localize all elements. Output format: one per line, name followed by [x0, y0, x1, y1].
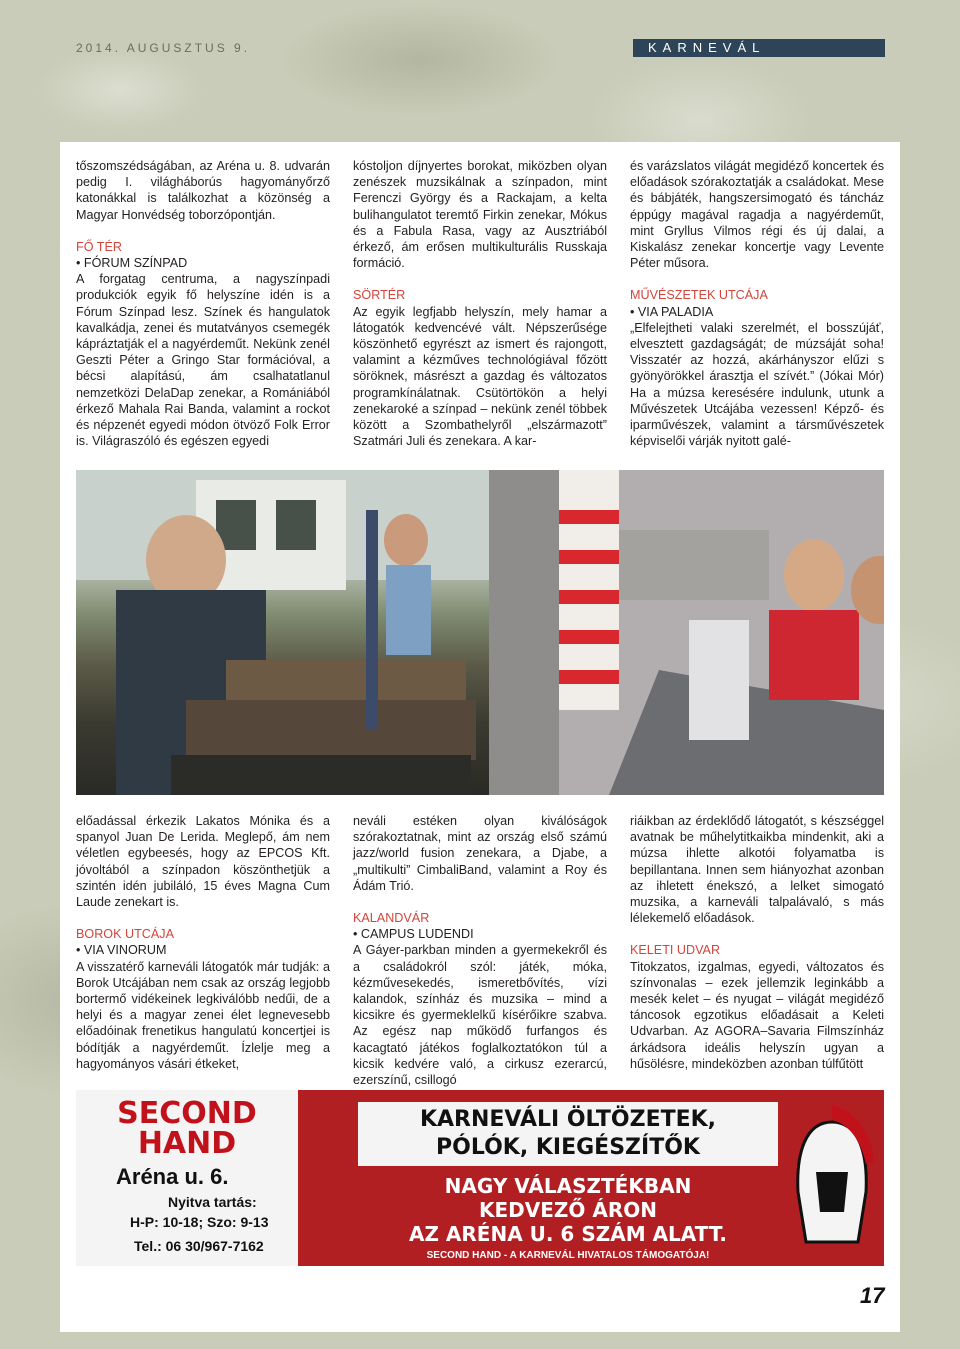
- paragraph: előadással érkezik Lakatos Mónika és a spanyol Juan De Lerida. Meglepő, ám nem véletlen egybeesés, hogy az EPCOS Kft. jóvoltából a színpadon köszönthetjük a szintén idén jubiláló, 15 éves Magna Cum Laude zenekart is.: [76, 814, 330, 910]
- paragraph: • FÓRUM SZÍNPAD: [76, 256, 188, 271]
- page-number: 17: [860, 1283, 885, 1308]
- paragraph: és varázslatos világát megidéző koncertek és előadások szórakoztatják a családokat. Mese és bábjáték, hangszersimogató és táncház éppúgy magával ragadja a nagyérdeműt, mint Gryllus Vilmos régi és új dalai, a Kiskalász zenekar koncertje vagy Levente Péter műsora.: [630, 159, 884, 271]
- photo-spectators: [489, 470, 884, 795]
- paragraph-gap: [76, 910, 330, 926]
- article-top-col2: [353, 158, 607, 449]
- paragraph-gap: [353, 271, 607, 287]
- paragraph: Titokzatos, izgalmas, egyedi, változatos és színvonalas – ezek jellemzik leginkább a mesék kelet – és nyugat – világát megidéző táncosok egzotikus előadásait a Keleti Udvarban. Az AGORA–Savaria Filmszínház árkádsora ideális helyszín ugyan a hűsölésre, mindeközben azonban túlfűtött: [630, 959, 884, 1071]
- article-bottom-col1: [76, 813, 330, 1072]
- paragraph-gap: [630, 271, 884, 287]
- paragraph-gap: [353, 894, 607, 910]
- paragraph: • VIA VINORUM: [76, 943, 167, 958]
- section-title: KARNEVÁL: [648, 40, 766, 55]
- spartan-helmet-icon: [786, 1102, 878, 1254]
- section-heading: KELETI UDVAR: [630, 943, 721, 958]
- paragraph: tőszomszédságában, az Aréna u. 8. udvarán pedig I. világháborús hagyományőrző katonákkal is találkozhat a közönség a Magyar Honvédség toborzópontján.: [76, 159, 330, 222]
- article-bottom-col2: [353, 813, 607, 1088]
- section-heading: BOROK UTCÁJA: [76, 927, 174, 942]
- section-heading: KALANDVÁR: [353, 911, 430, 926]
- ad-brand-second: SECOND: [117, 1096, 257, 1131]
- advertisement-banner: [76, 1090, 884, 1266]
- ad-headline-2: PÓLÓK, KIEGÉSZÍTŐK: [436, 1135, 700, 1160]
- ad-phone: Tel.: 06 30/967-7162: [134, 1238, 264, 1254]
- photo-food-stall-drawing: [76, 470, 489, 795]
- paragraph: kóstoljon díjnyertes borokat, miközben olyan zenészek muzsikálnak a színpadon, mint Ferenczi György és a Rackajam, a kelta bulihangulatot teremtő Firkin zenekar, Mókus és a Fabula Rasa, vagy az Ausztriából érkező, ám erősen multikulturális Russkaja formáció.: [353, 159, 607, 271]
- ad-offer-1: NAGY VÁLASZTÉKBAN: [444, 1174, 692, 1198]
- ad-offer-panel: [308, 1090, 884, 1266]
- ad-headline-1: KARNEVÁLI ÖLTÖZETEK,: [419, 1107, 717, 1132]
- paragraph: Az egyik legfjabb helyszín, mely hamar a látogatók kedvencévé vált. Népszerűsége köszönhető egyrészt az ismert és rajongott, valamint a kézműves technológiával főzött söröknek, másrészt a gazdag és változatos programkínálatnak. Csütörtökön a helyi zenekaroké a színpad – nekünk zenél többek között a Szombathelyről „elszármazott” Szatmári Juli és zenekara. A kar-: [353, 304, 607, 449]
- photo-food-stall: [76, 470, 489, 795]
- section-heading: SÖRTÉR: [353, 288, 406, 303]
- article-top-col3: [630, 158, 884, 449]
- ad-headline-box: [358, 1102, 778, 1166]
- paragraph: riáikban az érdeklődő látogatót, s készséggel avatnak be műhelytitkaikba mindenkit, aki a múzsa ihlette alkotói folyamatba is bepillantana. Innen sem hiányozhat azonban az ihletett énekszó, a lelket simogató muzsika, a karneváli talpalávaló, s más lélekemelő előadások.: [630, 814, 884, 926]
- ad-opening-hours: H-P: 10-18; Szo: 9-13: [130, 1214, 269, 1230]
- paragraph: „Elfelejtheti valaki szerelmét, el bosszújáť, elvesztett gazdagságát; de múzsáját soha! Visszatér az hozzá, akárhányszor elűzi s gyönyörökkel árasztja el szívét.” (Jókai Mór) Ha a múzsa keresésére indulunk, utunk a Művészetek Utcájába vezessen! Képző- és iparművészek, valamint a társművészetek képviselői várják nyitott galé-: [630, 320, 884, 449]
- paragraph: neváli estéken olyan kiválóságok szórakoztatnak, mint az ország első számú jazz/world fusion zenekara, a Djabe, a „multikulti” CimbaliBand, valamint a Roy és Ádám Trió.: [353, 814, 607, 893]
- article-bottom-col3: [630, 813, 884, 1072]
- header-date: 2014. AUGUSZTUS 9.: [76, 41, 251, 55]
- section-heading: FŐ TÉR: [76, 239, 122, 254]
- paragraph: A forgatag centruma, a nagyszínpadi produkciók egyik fő helyszíne idén is a Fórum Színpad lesz. Színek és hangulatok kavalkádja, zenei és mutatványos csemegék kápráztatják el a nagyérdeműt. Nekünk zenél Geszti Péter a Gringo Star formációval, a bécsi alapítású, ám csalhatatlanul nemzetközi DelaDap zenekar, a Romániából érkező Mahala Rai Banda, valamint a rockot és népzenét egyedi módon ötvöző Folk Error is. Világraszóló és egészen egyedi: [76, 272, 330, 449]
- ad-shop-panel: [76, 1090, 298, 1266]
- paragraph: • CAMPUS LUDENDI: [353, 927, 474, 942]
- ad-sponsor-line: SECOND HAND - A KARNEVÁL HIVATALOS TÁMOGATÓJA!: [426, 1250, 710, 1261]
- ad-offer-2: KEDVEZŐ ÁRON: [479, 1198, 657, 1222]
- article-top-col1: [76, 158, 330, 449]
- ad-brand-hand: HAND: [137, 1126, 237, 1161]
- paragraph: • VIA PALADIA: [630, 304, 714, 319]
- paragraph-gap: [630, 926, 884, 942]
- section-heading: MŰVÉSZETEK UTCÁJA: [630, 288, 768, 303]
- photo-spectators-drawing: [489, 470, 884, 795]
- paragraph: A visszatérő karneváli látogatók már tudják: a Borok Utcájában nem csak az ország legjobb bortermő vidékeinek legkiválóbb nedűi, de a helyi és a magyar zenei élet legnevesebb előadóinak frenetikus hangulatú koncertjei is bódítják a nagyérdeműt. Ízlelje meg a hagyományos vásári étkeket,: [76, 959, 330, 1071]
- ad-address: Aréna u. 6.: [116, 1164, 229, 1189]
- ad-offer-3: AZ ARÉNA U. 6 SZÁM ALATT.: [408, 1222, 728, 1246]
- ad-opening-label: Nyitva tartás:: [168, 1194, 257, 1210]
- paragraph-gap: [76, 223, 330, 239]
- paragraph: A Gáyer-parkban minden a gyermekekről és a családokról szól: játék, móka, kézművesekedés, ismeretbővítés, vízi kalandok, színház és muzsika – mind a kicsikre és gyermeklelkű kísérőikre szabva. Az egész nap működő furfangos és kacagtató játékos foglalkoztatókon túl a kicsik kedvére való, a cirkusz ezerarcú, ezerszínű, csillogó: [353, 943, 607, 1088]
